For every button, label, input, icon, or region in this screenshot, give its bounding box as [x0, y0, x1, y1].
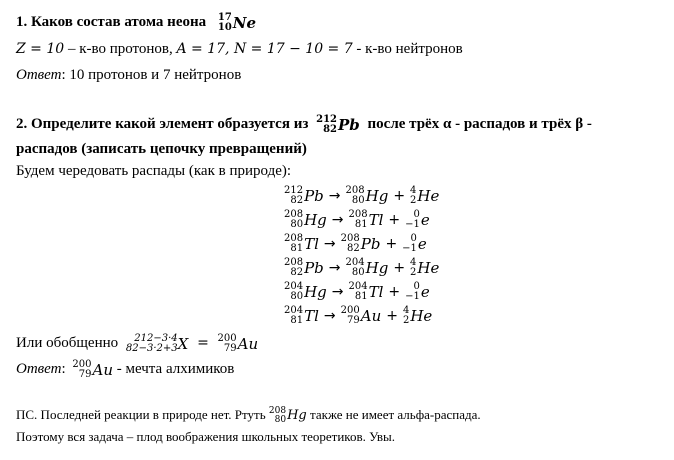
- generalized-label: Или обобщенно: [16, 335, 119, 351]
- answer-text: : 10 протонов и 7 нейтронов: [61, 67, 242, 83]
- lead-nuclide: 212 82 Pb: [316, 113, 360, 135]
- reaction-row: 212 82 Pb → 208 80 Hg + 4 2 He: [284, 185, 440, 206]
- footer-line2: Поэтому вся задача – плод воображения школьных теоретиков. Увы.: [16, 429, 395, 444]
- task1-title-text: 1. Каков состав атома неона: [16, 14, 207, 30]
- answer-label: Ответ: [16, 361, 62, 377]
- reaction-row: 204 80 Hg → 204 81 Tl + 0 −1 e: [284, 281, 430, 302]
- generalized-line: [16, 333, 258, 354]
- n-text: - к-во нейтронов: [352, 41, 463, 57]
- generalized-formula: 212−3·4 82−3·2+3 X: [125, 332, 189, 354]
- task2-title-part2: после трёх α - распадов и трёх β -: [367, 116, 592, 132]
- z-formula: Z = 10: [16, 41, 65, 57]
- task2-title-line2: распадов (записать цепочку превращений): [16, 141, 307, 157]
- reaction-row: 208 81 Tl → 208 82 Pb + 0 −1 e: [284, 233, 427, 254]
- reaction-row: 204 81 Tl → 200 79 Au + 4 2 He: [284, 305, 433, 326]
- task2-intro: Будем чередовать распады (как в природе):: [16, 163, 292, 179]
- answer-text: - мечта алхимиков: [112, 361, 235, 377]
- reaction-row: 208 80 Hg → 208 81 Tl + 0 −1 e: [284, 209, 430, 230]
- reaction-row: 208 82 Pb → 204 80 Hg + 4 2 He: [284, 257, 440, 278]
- gold-nuclide: 200 79 Au: [217, 332, 259, 354]
- footer-text1: ПС. Последней реакции в природе нет. Ртуть: [16, 407, 266, 422]
- answer-gold-nuclide: 200 79 Au: [72, 358, 113, 380]
- equals-sign: =: [197, 335, 209, 351]
- footer-text2: также не имеет альфа-распада.: [310, 407, 481, 422]
- task1-answer: [16, 65, 241, 85]
- task2-answer: Ответ: 200 79 Au - мечта алхимиков: [16, 358, 235, 380]
- task2-title: [16, 114, 592, 135]
- task2-title-part1: 2. Определите какой элемент образуется из: [16, 116, 309, 132]
- task1-solution-line: [16, 39, 463, 59]
- reaction-chain: [284, 183, 439, 327]
- a-n-formula: A = 17, N = 17 − 10 = 7: [176, 41, 353, 57]
- task1-title: [16, 12, 256, 33]
- z-text: – к-во протонов,: [64, 41, 177, 57]
- mercury-nuclide: 208 80 Hg: [268, 406, 307, 426]
- neon-nuclide: 17 10 Ne: [217, 11, 257, 33]
- footer-line1: [16, 405, 481, 426]
- answer-label: Ответ: [16, 67, 62, 83]
